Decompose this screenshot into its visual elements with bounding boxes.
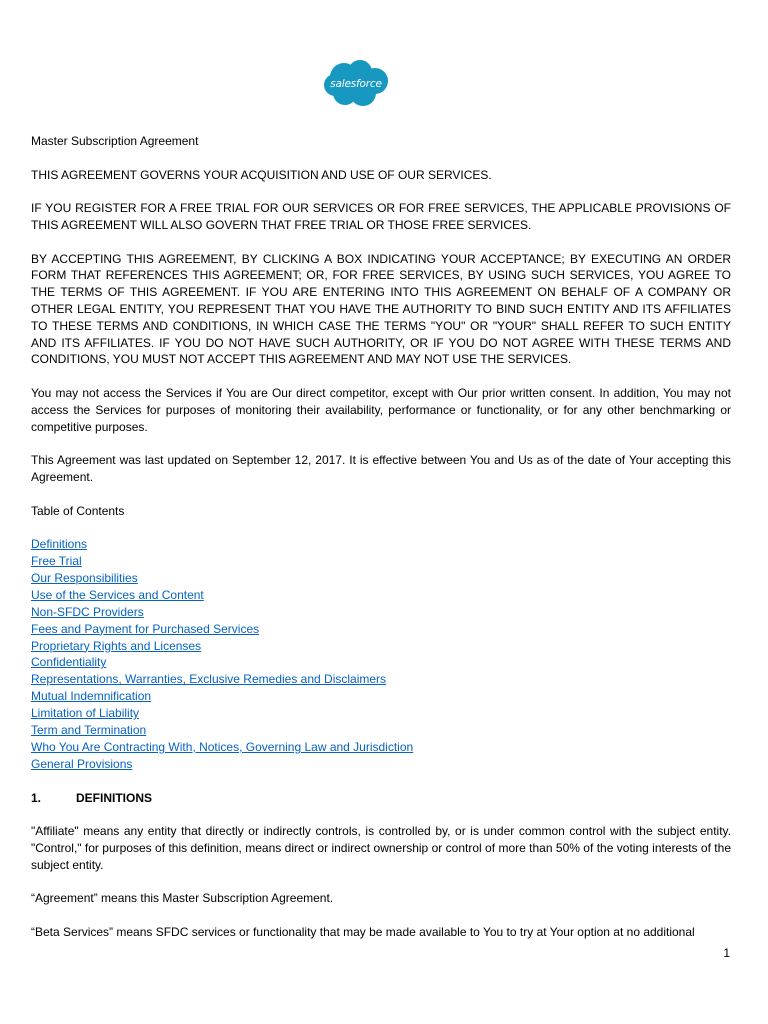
paragraph-free-trial: IF YOU REGISTER FOR A FREE TRIAL FOR OUR SERVICES OR FOR FREE SERVICES, THE APPLICABLE PROVISIONS OF THIS AGREEMENT WILL ALSO GOVERN THAT FREE TRIAL OR THOSE FREE SERVICES. (31, 201, 731, 232)
document-title: Master Subscription Agreement (31, 134, 199, 148)
definition-agreement: “Agreement” means this Master Subscription Agreement. (31, 891, 334, 906)
toc-link-definitions[interactable]: Definitions (31, 537, 88, 552)
toc-item (31, 688, 731, 705)
toc-item (31, 654, 731, 671)
toc-item (31, 705, 731, 722)
toc-link-free-trial[interactable]: Free Trial (31, 554, 82, 569)
toc-link-use-of-services[interactable]: Use of the Services and Content (31, 587, 204, 602)
toc-heading: Table of Contents (31, 503, 125, 518)
paragraph-last-updated: This Agreement was last updated on September 12, 2017. It is effective between You and Us as of the date of Your accepting this Agreement. (31, 453, 731, 484)
toc-item (31, 570, 731, 587)
toc-link-our-responsibilities[interactable]: Our Responsibilities (31, 570, 138, 585)
document-body (31, 133, 731, 958)
toc-link-limitation-of-liability[interactable]: Limitation of Liability (31, 706, 140, 721)
toc-item (31, 722, 731, 739)
paragraph-governs: THIS AGREEMENT GOVERNS YOUR ACQUISITION AND USE OF OUR SERVICES. (31, 167, 492, 182)
section-number: 1. (31, 790, 42, 805)
toc-link-non-sfdc-providers[interactable]: Non-SFDC Providers (31, 604, 144, 619)
toc-link-mutual-indemnification[interactable]: Mutual Indemnification (31, 689, 152, 704)
salesforce-logo (322, 57, 390, 109)
toc-item (31, 621, 731, 638)
section-title: DEFINITIONS (76, 790, 153, 805)
toc-item (31, 756, 731, 773)
toc-link-confidentiality[interactable]: Confidentiality (31, 655, 107, 670)
toc-item (31, 604, 731, 621)
logo-text: salesforce (330, 77, 382, 90)
toc-item (31, 671, 731, 688)
definition-beta-services: “Beta Services” means SFDC services or functionality that may be made available to You to try at Your option at no additional (31, 924, 695, 939)
toc-link-representations[interactable]: Representations, Warranties, Exclusive Remedies and Disclaimers (31, 672, 387, 687)
definition-affiliate: "Affiliate" means any entity that directly or indirectly controls, is controlled by, or is under common control with the subject entity. "Control," for purposes of this definition, means direct or indirect ownership or control of more than 50% of the voting interests of the subject entity. (31, 824, 731, 872)
paragraph-competitor: You may not access the Services if You are Our direct competitor, except with Our prior written consent. In addition, You may not access the Services for purposes of monitoring their availability, performance or functionality, or for any other benchmarking or competitive purposes. (31, 385, 731, 434)
toc-item (31, 553, 731, 570)
toc-link-who-you-are-contracting-with[interactable]: Who You Are Contracting With, Notices, Governing Law and Jurisdiction (31, 740, 414, 754)
section-heading-definitions (31, 790, 731, 807)
page-number: 1 (723, 946, 730, 960)
toc-item (31, 638, 731, 655)
table-of-contents (31, 536, 731, 773)
toc-item (31, 739, 731, 756)
toc-link-proprietary-rights[interactable]: Proprietary Rights and Licenses (31, 638, 202, 653)
toc-link-general-provisions[interactable]: General Provisions (31, 756, 133, 771)
toc-link-fees-and-payment[interactable]: Fees and Payment for Purchased Services (31, 621, 260, 636)
paragraph-acceptance: BY ACCEPTING THIS AGREEMENT, BY CLICKING A BOX INDICATING YOUR ACCEPTANCE; BY EXECUTING AN ORDER FORM THAT REFERENCES THIS AGREEMENT; OR, FOR FREE SERVICES, BY USING SUCH SERVICES, YOU AGREE TO THE TERMS OF THIS AGREEMENT. IF YOU ARE ENTERING INTO THIS AGREEMENT ON BEHALF OF A COMPANY OR OTHER LEGAL ENTITY, YOU REPRESENT THAT YOU HAVE THE AUTHORITY TO BIND SUCH ENTITY AND ITS AFFILIATES TO THESE TERMS AND CONDITIONS, IN WHICH CASE THE TERMS "YOU" OR "YOUR" SHALL REFER TO SUCH ENTITY AND ITS AFFILIATES. IF YOU DO NOT HAVE SUCH AUTHORITY, OR IF YOU DO NOT AGREE WITH THESE TERMS AND CONDITIONS, YOU MUST NOT ACCEPT THIS AGREEMENT AND MAY NOT USE THE SERVICES. (31, 251, 731, 367)
toc-item (31, 587, 731, 604)
toc-link-term-and-termination[interactable]: Term and Termination (31, 723, 147, 738)
toc-item (31, 536, 731, 553)
